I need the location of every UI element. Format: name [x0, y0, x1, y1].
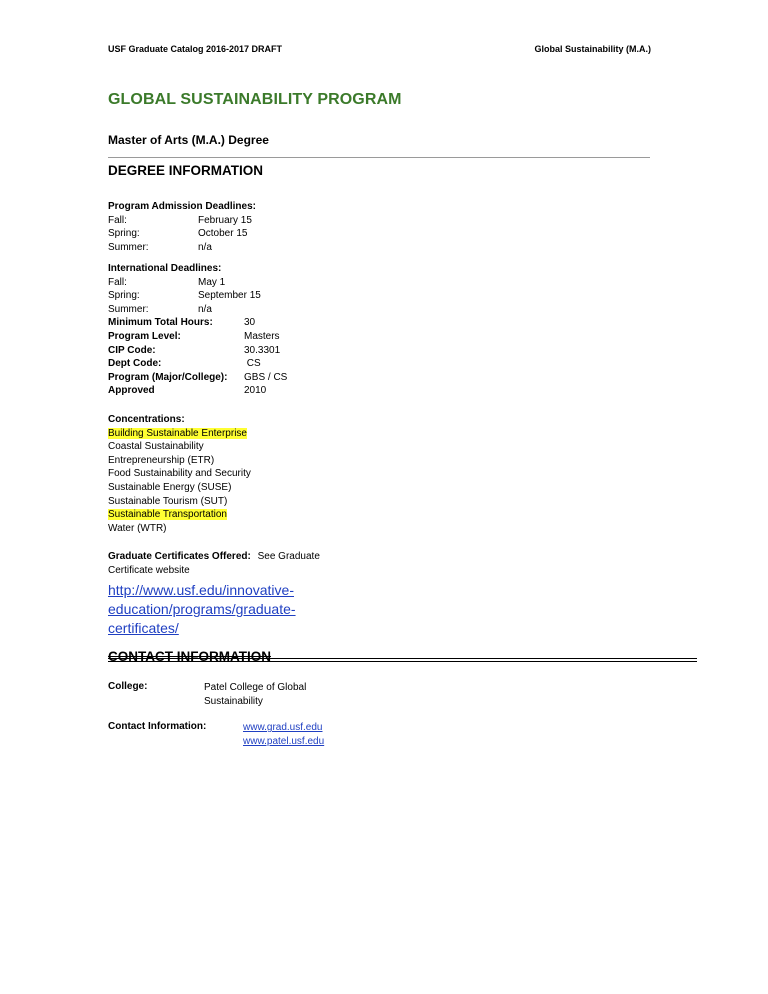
certificates-link-line[interactable]: http://www.usf.edu/innovative-	[108, 582, 294, 598]
fact-value: 2010	[244, 385, 267, 397]
fact-label: Minimum Total Hours:	[108, 317, 213, 329]
deadline-term: Fall:	[108, 214, 127, 226]
college-value-line: Sustainability	[204, 695, 263, 707]
deadline-term: Spring:	[108, 228, 140, 240]
college-value-line: Patel College of Global	[204, 682, 307, 693]
running-header-right: Global Sustainability (M.A.)	[534, 44, 651, 54]
concentration-text: Sustainable Transportation	[108, 509, 227, 521]
international-deadlines-label: International Deadlines:	[108, 263, 222, 274]
deadline-term: Fall:	[108, 276, 127, 288]
concentrations-label: Concentrations:	[108, 414, 185, 425]
divider	[108, 658, 697, 659]
certificates-text-2: Certificate website	[108, 564, 190, 576]
fact-row	[108, 357, 368, 371]
admission-deadlines	[108, 200, 368, 254]
deadline-date: October 15	[198, 228, 248, 240]
deadline-row	[108, 227, 368, 241]
divider	[108, 661, 697, 662]
contact-links	[243, 721, 324, 748]
divider	[108, 157, 650, 158]
concentrations	[108, 413, 368, 535]
fact-label: Approved	[108, 385, 155, 397]
certificates-link-line[interactable]: education/programs/graduate-	[108, 601, 296, 617]
college-value	[204, 681, 306, 708]
certificates-label: Graduate Certificates Offered:	[108, 551, 251, 562]
running-header-left: USF Graduate Catalog 2016-2017 DRAFT	[108, 44, 283, 54]
deadline-term: Spring:	[108, 290, 140, 302]
fact-value: 30	[244, 317, 256, 329]
grad-website-link[interactable]: www.grad.usf.edu	[243, 722, 323, 733]
deadline-date: n/a	[198, 241, 212, 253]
fact-value: CS	[244, 358, 261, 370]
fact-value: 30.3301	[244, 344, 281, 356]
deadline-row	[108, 289, 368, 303]
certificates-link-line[interactable]: certificates/	[108, 620, 179, 636]
deadline-date: n/a	[198, 303, 212, 315]
contact-info-heading: CONTACT INFORMATION	[108, 649, 271, 664]
fact-row	[108, 330, 368, 344]
fact-value: GBS / CS	[244, 371, 288, 383]
fact-row	[108, 316, 368, 330]
concentration-item: Water (WTR)	[108, 522, 167, 534]
degree-subtitle: Master of Arts (M.A.) Degree	[108, 133, 269, 147]
concentration-item: Coastal Sustainability	[108, 441, 204, 453]
certificates-text: See Graduate	[257, 551, 320, 562]
fact-row	[108, 371, 368, 385]
college-label: College:	[108, 681, 148, 692]
deadline-date: February 15	[198, 214, 252, 226]
deadline-term: Summer:	[108, 303, 149, 315]
fact-row	[108, 344, 368, 358]
fact-row	[108, 384, 368, 398]
fact-label: CIP Code:	[108, 344, 156, 356]
deadline-date: May 1	[198, 276, 226, 288]
degree-info-heading: DEGREE INFORMATION	[108, 163, 263, 178]
deadline-term: Summer:	[108, 241, 149, 253]
page-title: GLOBAL SUSTAINABILITY PROGRAM	[108, 91, 402, 108]
fact-label: Dept Code:	[108, 358, 162, 370]
concentration-item	[108, 427, 368, 441]
deadline-row	[108, 303, 368, 317]
fact-value: Masters	[244, 330, 280, 342]
contact-label: Contact Information:	[108, 721, 207, 732]
certificates-link[interactable]	[108, 581, 348, 638]
concentration-item	[108, 508, 368, 522]
admission-deadlines-label: Program Admission Deadlines:	[108, 201, 256, 212]
concentration-item: Sustainable Tourism (SUT)	[108, 495, 228, 507]
patel-website-link[interactable]: www.patel.usf.edu	[243, 735, 325, 747]
concentration-text: Building Sustainable Enterprise	[108, 427, 247, 439]
deadline-row	[108, 241, 368, 255]
fact-label: Program (Major/College):	[108, 371, 228, 383]
concentration-item: Food Sustainability and Security	[108, 468, 251, 480]
graduate-certificates	[108, 550, 368, 577]
concentration-item: Entrepreneurship (ETR)	[108, 454, 215, 466]
deadline-row	[108, 214, 368, 228]
concentration-item: Sustainable Energy (SUSE)	[108, 481, 232, 493]
fact-label: Program Level:	[108, 330, 181, 342]
deadline-date: September 15	[198, 290, 261, 302]
deadline-row	[108, 276, 368, 290]
international-deadlines	[108, 262, 368, 398]
